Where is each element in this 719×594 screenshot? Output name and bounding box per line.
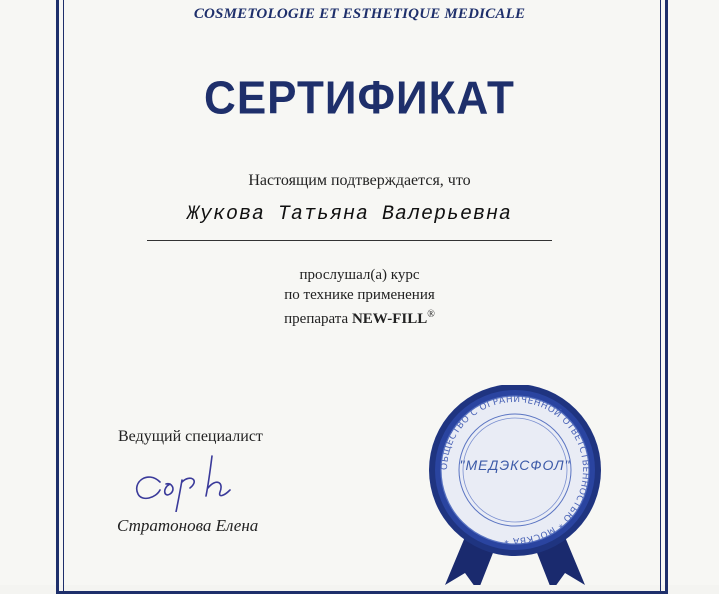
name-underline <box>147 240 552 241</box>
specialist-title: Ведущий специалист <box>118 428 263 445</box>
seal-stamp <box>410 385 620 585</box>
registered-mark: ® <box>427 309 435 320</box>
seal-ring-text: ОБЩЕСТВО С ОГРАНИЧЕННОЙ ОТВЕТСТВЕННОСТЬЮ * МОСКВА * <box>439 394 591 546</box>
course-line-1: прослушал(а) курс <box>299 267 420 283</box>
header-text: COSMETOLOGIE ET ESTHETIQUE MEDICALE <box>193 6 526 22</box>
product-name: NEW-FILL <box>351 311 428 327</box>
certificate-title: СЕРТИФИКАТ <box>204 72 515 125</box>
confirm-text: Настоящим подтверждается, что <box>248 172 471 189</box>
course-line-3 <box>0 305 719 330</box>
specialist-name: Стратонова Елена <box>117 516 259 535</box>
course-line-2: по технике применения <box>284 286 435 303</box>
course-description <box>0 266 719 330</box>
course-line-3-prefix: препарата <box>284 311 349 327</box>
signature <box>120 452 250 512</box>
recipient-name: Жукова Татьяна Валерьевна <box>186 203 513 226</box>
seal-center-text: "МЕДЭКСФОЛ" <box>459 457 571 473</box>
